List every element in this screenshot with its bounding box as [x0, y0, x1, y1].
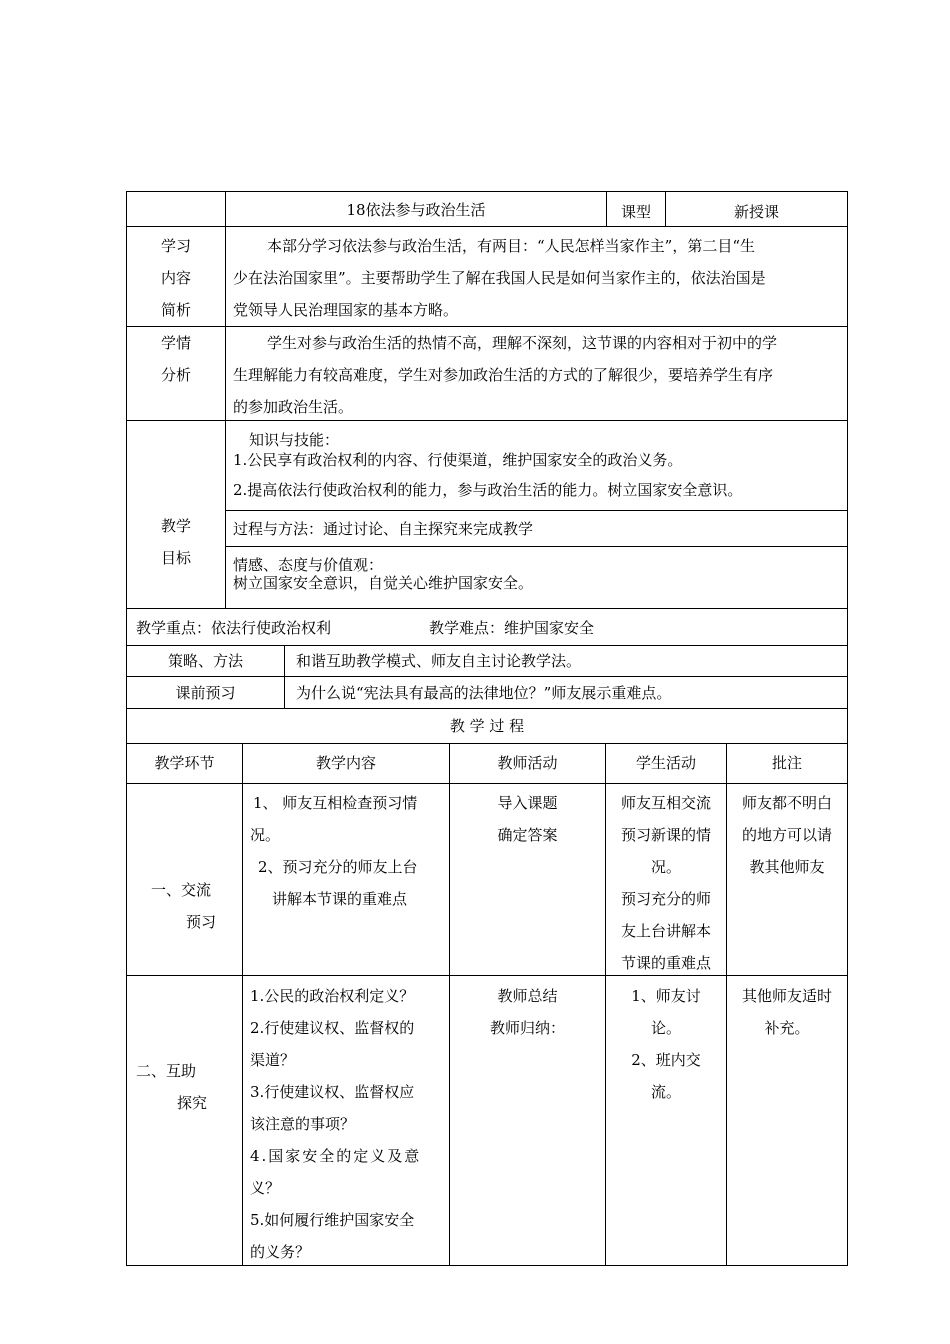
text-line: 2.提高依法行使政治权利的能力，参与政治生活的能力。树立国家安全意识。: [233, 481, 743, 499]
content-line: 5.如何履行维护国家安全: [250, 1211, 415, 1229]
key-point: 教学重点：依法行使政治权利: [136, 619, 332, 637]
rule: [126, 1265, 848, 1266]
table-row-student: [606, 980, 726, 1108]
label-line: 内容: [160, 269, 191, 287]
note-line: 教其他师友: [749, 858, 825, 876]
text-line: 本部分学习依法参与政治生活，有两目：“人民怎样当家作主”，第二目“生: [267, 237, 756, 255]
rule: [225, 546, 848, 547]
text-line: 树立国家安全意识，自觉关心维护国家安全。: [233, 574, 534, 592]
goals-process: 过程与方法：通过讨论、自主探究来完成教学: [233, 520, 534, 538]
rule: [126, 645, 848, 646]
student-line: 况。: [650, 858, 681, 876]
strategy-label: 策略、方法: [167, 652, 243, 670]
teacher-line: 教师归纳：: [489, 1019, 565, 1037]
rule: [847, 191, 848, 1266]
note-line: 补充。: [764, 1019, 810, 1037]
table-row-content: [250, 787, 445, 915]
preview-value: 为什么说“宪法具有最高的法律地位？”师友展示重难点。: [296, 684, 672, 702]
student-line: 2、班内交: [631, 1051, 701, 1069]
table-row-student: [606, 787, 726, 979]
content-line: 义？: [250, 1179, 281, 1197]
content-line: 的义务？: [250, 1243, 311, 1261]
strategy-value: 和谐互助教学模式、师友自主讨论教学法。: [296, 652, 582, 670]
rule: [284, 645, 285, 709]
text-line: 党领导人民治理国家的基本方略。: [233, 301, 459, 319]
stage-line: 二、互助: [136, 1062, 197, 1080]
goals-label: [127, 510, 225, 574]
type-value: 新授课: [733, 203, 779, 221]
text-line: 的参加政治生活。: [233, 398, 354, 416]
student-line: 友上台讲解本: [620, 922, 711, 940]
label-line: 分析: [160, 366, 191, 384]
rule: [126, 608, 848, 609]
teacher-line: 教师总结: [497, 987, 558, 1005]
column-header-stage: 教学环节: [154, 754, 215, 772]
stage-line: 预习: [186, 913, 217, 931]
summary-label: [127, 230, 225, 326]
rule: [225, 191, 226, 609]
table-row-stage: [127, 1055, 242, 1119]
text-line: 情感、态度与价值观：: [233, 556, 384, 574]
rule: [126, 975, 848, 976]
student-line: 流。: [650, 1083, 681, 1101]
student-line: 师友互相交流: [620, 794, 711, 812]
goals-knowledge: [233, 432, 843, 498]
content-line: 1、 师友互相检查预习情: [253, 794, 418, 812]
goals-emotion: [233, 556, 843, 592]
rule: [126, 783, 848, 784]
content-line: 讲解本节课的重难点: [272, 890, 408, 908]
student-line: 1、师友讨: [631, 987, 701, 1005]
rule: [126, 743, 848, 744]
note-line: 师友都不明白: [741, 794, 832, 812]
stage-line: 探究: [177, 1094, 208, 1112]
text-line: 知识与技能：: [249, 431, 340, 449]
rule: [126, 676, 848, 677]
analysis-label: [127, 327, 225, 391]
student-line: 预习新课的情: [620, 826, 711, 844]
content-line: 4.国家安全的定义及意: [250, 1147, 422, 1165]
teacher-line: 导入课题: [497, 794, 558, 812]
teacher-line: 确定答案: [497, 826, 558, 844]
content-line: 2、预习充分的师友上台: [258, 858, 418, 876]
content-line: 渠道？: [250, 1051, 296, 1069]
rule: [242, 743, 243, 1266]
lesson-title: 18依法参与政治生活: [346, 201, 486, 219]
content-line: 1.公民的政治权利定义？: [250, 987, 415, 1005]
stage-line: 一、交流: [151, 881, 212, 899]
column-header-student: 学生活动: [635, 754, 696, 772]
text-line: 生理解能力有较高难度，学生对参加政治生活的方式的了解很少，要培养学生有序: [233, 366, 774, 384]
column-header-content: 教学内容: [315, 754, 376, 772]
note-line: 的地方可以请: [741, 826, 832, 844]
content-line: 该注意的事项？: [250, 1115, 356, 1133]
table-row-teacher: [450, 980, 605, 1044]
rule: [225, 510, 848, 511]
rule: [126, 708, 848, 709]
rule: [126, 191, 848, 192]
note-line: 其他师友适时: [741, 987, 832, 1005]
difficulty-point: 教学难点：维护国家安全: [429, 619, 595, 637]
analysis-text: [233, 327, 843, 423]
column-header-note: 批注: [771, 754, 802, 772]
table-row-note: [727, 980, 847, 1044]
label-line: 教学: [160, 517, 191, 535]
text-line: 少在法治国家里”。主要帮助学生了解在我国人民是如何当家作主的，依法治国是: [233, 269, 766, 287]
label-line: 目标: [160, 549, 191, 567]
type-label: 课型: [620, 203, 651, 221]
table-row-teacher: [450, 787, 605, 851]
process-title: 教 学 过 程: [449, 717, 525, 735]
column-header-teacher: 教师活动: [497, 754, 558, 772]
rule: [126, 226, 848, 227]
student-line: 预习充分的师: [620, 890, 711, 908]
content-line: 2.行使建议权、监督权的: [250, 1019, 415, 1037]
content-line: 况。: [250, 826, 281, 844]
summary-text: [233, 230, 843, 326]
student-line: 论。: [650, 1019, 681, 1037]
label-line: 简析: [160, 301, 191, 319]
preview-label: 课前预习: [175, 684, 236, 702]
student-line: 节课的重难点: [620, 954, 711, 972]
text-line: 学生对参与政治生活的热情不高，理解不深刻，这节课的内容相对于初中的学: [267, 334, 778, 352]
text-line: 1.公民享有政治权利的内容、行使渠道，维护国家安全的政治义务。: [233, 451, 683, 469]
label-line: 学情: [160, 334, 191, 352]
table-row-note: [727, 787, 847, 883]
content-line: 3.行使建议权、监督权应: [250, 1083, 415, 1101]
table-row-content: [250, 980, 445, 1268]
label-line: 学习: [160, 237, 191, 255]
table-row-stage: [127, 874, 242, 938]
